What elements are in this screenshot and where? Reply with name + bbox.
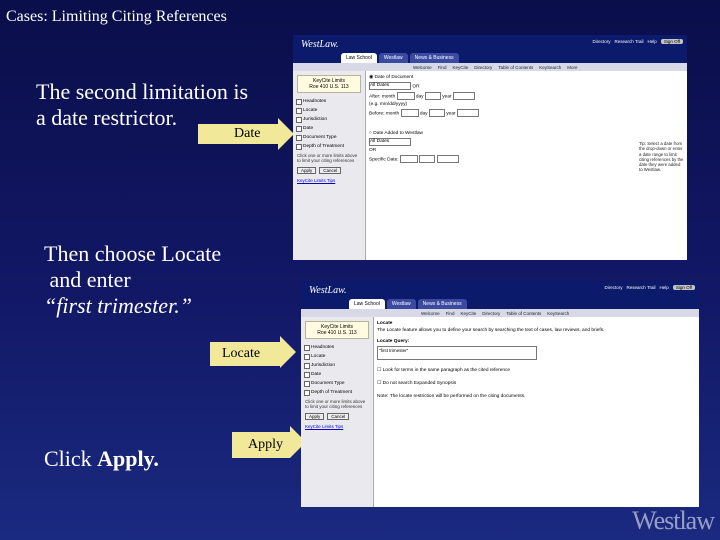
header-links: [593, 39, 683, 44]
limit-jurisdiction[interactable]: Jurisdiction: [293, 115, 365, 124]
keycite-limits-panel-2: [301, 317, 374, 507]
before-day-label: day: [419, 111, 428, 117]
apply-button[interactable]: Apply: [297, 167, 316, 174]
subnav-find[interactable]: Find: [437, 64, 447, 70]
arrow-apply: [232, 432, 290, 458]
option-date-added[interactable]: [369, 131, 683, 136]
tab-news-business[interactable]: News & Business: [410, 53, 459, 63]
note-apply: [44, 446, 159, 472]
limit-headnotes[interactable]: Headnotes: [293, 97, 365, 106]
or-label-1: OR: [412, 84, 420, 90]
sign-off-button[interactable]: Sign Off: [661, 39, 683, 44]
subnav-keysearch[interactable]: KeySearch: [539, 64, 562, 70]
all-dates-value: All Dates: [370, 83, 390, 88]
option-date-of-document[interactable]: [369, 75, 683, 80]
subnav-keycite-2[interactable]: KeyCite: [460, 310, 477, 316]
arrow-apply-label: Apply: [248, 437, 283, 452]
specific-month-field[interactable]: [400, 155, 418, 163]
keycite-limits-citation: Roe 410 U.S. 113: [309, 84, 349, 90]
after-label: After:: [369, 94, 381, 100]
header-links-2: [605, 285, 695, 290]
link-directory-2[interactable]: Directory: [604, 285, 623, 290]
link-help-2[interactable]: Help: [659, 285, 669, 290]
note1-line1: The second limitation is: [36, 79, 249, 104]
option1-label: Date of Document: [374, 75, 414, 80]
note2-line2: and enter: [44, 267, 131, 292]
limits-tips-link[interactable]: KeyCite Limits Tips: [297, 178, 336, 183]
keycite-limits-panel: [293, 71, 366, 260]
limit-jurisdiction-2[interactable]: Jurisdiction: [301, 361, 373, 370]
before-year-label: year: [446, 111, 456, 117]
limits-buttons-2: [301, 411, 373, 422]
screenshot-locate-limits: [301, 281, 699, 507]
all-dates-select[interactable]: [369, 82, 411, 90]
note1-line2: a date restrictor.: [36, 105, 178, 130]
limits-buttons: [293, 165, 365, 176]
specific-date-label: Specific Date:: [369, 157, 399, 163]
westlaw-logo: WestLaw.: [301, 39, 339, 50]
arrow-locate: [210, 342, 280, 366]
limits-description-2: Click one or more limits above to limit your citing references: [305, 399, 366, 409]
slide-title: Cases: Limiting Citing References: [6, 8, 227, 25]
cancel-button-2[interactable]: Cancel: [327, 413, 349, 420]
before-month-field[interactable]: [401, 109, 419, 117]
limit-document-type[interactable]: Document Type: [293, 133, 365, 142]
checkbox-expanded-synopsis[interactable]: ☐: [377, 381, 383, 386]
limits-description: Click one or more limits above to limit your citing references: [297, 153, 358, 163]
added-dates-select[interactable]: [369, 138, 411, 146]
limit-depth-of-treatment-2[interactable]: Depth of Treatment: [301, 388, 373, 397]
date-format-hint: (e.g. mm/dd/yyyy): [369, 102, 408, 107]
westlaw-watermark: Westlaw: [632, 506, 714, 535]
keycite-limits-header-2: [305, 321, 369, 339]
westlaw-logo-2: WestLaw.: [309, 285, 347, 296]
after-day-field[interactable]: [425, 92, 441, 100]
arrow-locate-label: Locate: [222, 346, 261, 361]
note2-italic: “first trimester.”: [44, 293, 192, 318]
note3-bold: Apply.: [97, 446, 159, 471]
subnav-toc[interactable]: Table of Contents: [498, 64, 534, 70]
tip-text: Tip: Select a date from the drop-down or enter a date range to limit citing references by the date they were added to Westlaw.: [639, 141, 684, 173]
subnav-directory-2[interactable]: Directory: [482, 310, 501, 316]
subnav-toc-2[interactable]: Table of Contents: [506, 310, 542, 316]
added-dates-value: All Dates: [370, 139, 390, 144]
tab-westlaw-2[interactable]: Westlaw: [387, 299, 416, 309]
or-label-2: OR: [369, 148, 377, 153]
arrow-date: [198, 124, 278, 144]
locate-query-value: "first trimester": [379, 348, 409, 353]
subnav-welcome-2[interactable]: Welcome: [421, 310, 440, 316]
after-month-label: month: [381, 94, 396, 100]
locate-query-label: Locate Query:: [377, 339, 410, 344]
radio-icon[interactable]: ◉: [369, 75, 375, 80]
subnav-keysearch-2[interactable]: KeySearch: [547, 310, 570, 316]
link-research-trail-2[interactable]: Research Trail: [626, 285, 656, 290]
locate-note: Note: The locate restriction will be performed on the citing documents.: [377, 394, 526, 399]
checkbox-same-paragraph[interactable]: ☐: [377, 368, 383, 373]
link-directory[interactable]: Directory: [592, 39, 611, 44]
note2-line1: Then choose Locate: [44, 241, 222, 266]
before-year-field[interactable]: [457, 109, 479, 117]
keycite-limits-citation-2: Roe 410 U.S. 113: [317, 330, 357, 336]
option2-label: Date Added to Westlaw: [373, 131, 424, 136]
link-research-trail[interactable]: Research Trail: [614, 39, 644, 44]
after-year-label: year: [442, 94, 452, 100]
after-month-field[interactable]: [397, 92, 415, 100]
limit-date[interactable]: Date: [293, 124, 365, 133]
keycite-limits-title-2: KeyCite Limits: [321, 324, 353, 330]
sub-nav-2: [301, 309, 699, 317]
check1-label: Look for terms in the same paragraph as the cited reference: [382, 368, 511, 373]
limit-document-type-2[interactable]: Document Type: [301, 379, 373, 388]
note2-line3: [44, 293, 221, 319]
tab-westlaw[interactable]: Westlaw: [379, 53, 408, 63]
after-day-label: day: [415, 94, 424, 100]
tab-law-school[interactable]: Law School: [341, 53, 377, 63]
subnav-more[interactable]: More: [567, 64, 578, 70]
limit-date-2[interactable]: Date: [301, 370, 373, 379]
before-month-label: month: [385, 111, 400, 117]
limit-locate-2[interactable]: Locate: [301, 352, 373, 361]
westlaw-header-2: [301, 281, 699, 309]
specific-year-field[interactable]: [437, 155, 459, 163]
limit-headnotes-2[interactable]: Headnotes: [301, 343, 373, 352]
before-day-field[interactable]: [429, 109, 445, 117]
screenshot-date-limits: [293, 35, 687, 260]
check2-label: Do not search Expanded Synopsis: [382, 381, 457, 386]
specific-day-field[interactable]: [419, 155, 435, 163]
subnav-welcome[interactable]: Welcome: [413, 64, 432, 70]
tab-law-school-2[interactable]: Law School: [349, 299, 385, 309]
header-tabs-2: [349, 299, 467, 309]
link-help[interactable]: Help: [647, 39, 657, 44]
header-tabs: [341, 53, 459, 63]
before-label: Before:: [369, 111, 385, 117]
cancel-button[interactable]: Cancel: [319, 167, 341, 174]
note3-prefix: Click: [44, 446, 98, 471]
subnav-directory[interactable]: Directory: [474, 64, 493, 70]
subnav-find-2[interactable]: Find: [445, 310, 455, 316]
note-locate: [44, 241, 221, 319]
limit-locate[interactable]: Locate: [293, 106, 365, 115]
limits-tips-link-2[interactable]: KeyCite Limits Tips: [305, 424, 344, 429]
locate-description: The Locate feature allows you to define your search by searching the text of cases, law reviews, and briefs.: [377, 328, 605, 333]
arrow-date-label: Date: [234, 126, 261, 141]
locate-form: [377, 319, 695, 401]
sign-off-button-2[interactable]: Sign Off: [673, 285, 695, 290]
westlaw-header: [293, 35, 687, 63]
tab-news-business-2[interactable]: News & Business: [418, 299, 467, 309]
subnav-keycite[interactable]: KeyCite: [452, 64, 469, 70]
date-form: [369, 73, 683, 165]
limit-depth-of-treatment[interactable]: Depth of Treatment: [293, 142, 365, 151]
locate-query-input[interactable]: [377, 346, 537, 360]
keycite-limits-header: [297, 75, 361, 93]
keycite-limits-title: KeyCite Limits: [313, 78, 345, 84]
after-year-field[interactable]: [453, 92, 475, 100]
sub-nav: [293, 63, 687, 71]
radio-icon[interactable]: ○: [369, 131, 374, 136]
apply-button-2[interactable]: Apply: [305, 413, 324, 420]
locate-heading: Locate: [377, 321, 393, 326]
